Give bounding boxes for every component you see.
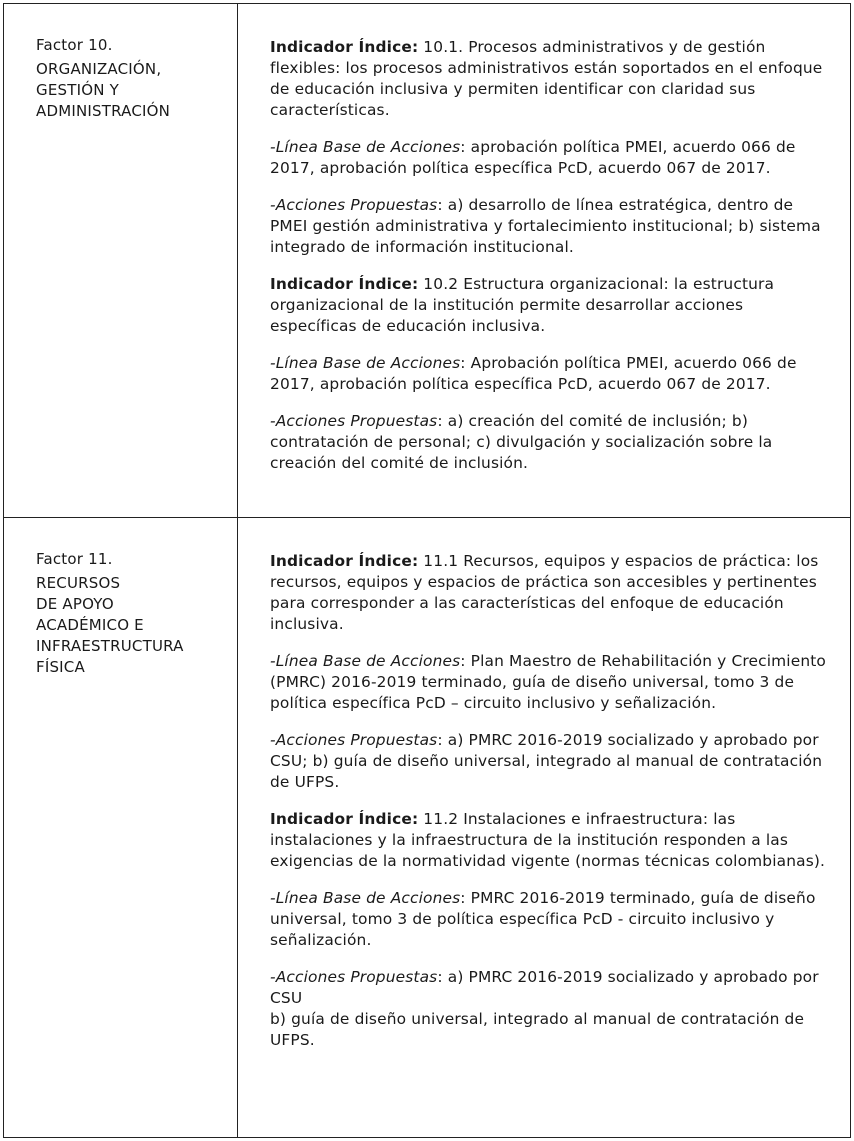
baseline-paragraph [270, 353, 830, 395]
proposed-actions-label: -Acciones Propuestas [270, 196, 438, 214]
proposed-actions-label: -Acciones Propuestas [270, 731, 438, 749]
column-divider [237, 518, 238, 1138]
baseline-label: -Línea Base de Acciones [270, 652, 461, 670]
indicators-cell [270, 37, 830, 490]
table-row-factor-11 [4, 518, 850, 1138]
proposed-actions-label: -Acciones Propuestas [270, 968, 438, 986]
proposed-actions-paragraph [270, 967, 830, 1051]
factor-cell [36, 549, 226, 678]
proposed-actions-label: -Acciones Propuestas [270, 412, 438, 430]
baseline-text: : Plan Maestro de Rehabilitación y Crecimiento (PMRC) 2016-2019 terminado, guía de diseño universal, tomo 3 de política específica PcD – circuito inclusivo y señalización. [270, 652, 826, 712]
indicator-paragraph [270, 551, 830, 635]
factors-table [3, 3, 851, 1138]
baseline-label: -Línea Base de Acciones [270, 889, 461, 907]
baseline-text: : aprobación política PMEI, acuerdo 066 de 2017, aprobación política específica PcD, acuerdo 067 de 2017. [270, 138, 796, 177]
indicator-text: 10.1. Procesos administrativos y de gestión flexibles: los procesos administrativos están soportados en el enfoque de educación inclusiva y permiten identificar con claridad sus características. [270, 38, 823, 119]
baseline-paragraph [270, 137, 830, 179]
proposed-actions-text: : a) creación del comité de inclusión; b) contratación de personal; c) divulgación y socialización sobre la creación del comité de inclusión. [270, 412, 773, 472]
indicator-text: 11.2 Instalaciones e infraestructura: las instalaciones y la infraestructura de la institución responden a las exigencias de la normatividad vigente (normas técnicas colombianas). [270, 810, 826, 870]
proposed-actions-text: : a) PMRC 2016-2019 socializado y aprobado por CSU b) guía de diseño universal, integrado al manual de contratación de UFPS. [270, 968, 819, 1049]
proposed-actions-paragraph [270, 195, 830, 258]
baseline-label: -Línea Base de Acciones [270, 138, 461, 156]
proposed-actions-paragraph [270, 411, 830, 474]
factor-cell [36, 35, 226, 122]
indicator-label: Indicador Índice: [270, 810, 419, 828]
indicator-paragraph [270, 809, 830, 872]
factor-number: Factor 10. [36, 36, 113, 54]
baseline-paragraph [270, 651, 830, 714]
column-divider [237, 4, 238, 517]
factor-number: Factor 11. [36, 550, 113, 568]
indicator-text: 10.2 Estructura organizacional: la estructura organizacional de la institución permite desarrollar acciones específicas de educación inclusiva. [270, 275, 775, 335]
indicator-label: Indicador Índice: [270, 38, 419, 56]
proposed-actions-text: : a) desarrollo de línea estratégica, dentro de PMEI gestión administrativa y fortalecimiento institucional; b) sistema integrado de información institucional. [270, 196, 821, 256]
table-row-factor-10 [4, 4, 850, 518]
baseline-label: -Línea Base de Acciones [270, 354, 461, 372]
indicators-cell [270, 551, 830, 1067]
factor-name: ORGANIZACIÓN, GESTIÓN Y ADMINISTRACIÓN [36, 60, 171, 120]
proposed-actions-paragraph [270, 730, 830, 793]
indicator-text: 11.1 Recursos, equipos y espacios de práctica: los recursos, equipos y espacios de práctica son accesibles y pertinentes para corresponder a las características del enfoque de educación inclusiva. [270, 552, 819, 633]
factor-name: RECURSOS DE APOYO ACADÉMICO E INFRAESTRUCTURA FÍSICA [36, 574, 184, 676]
baseline-text: : PMRC 2016-2019 terminado, guía de diseño universal, tomo 3 de política específica PcD - circuito inclusivo y señalización. [270, 889, 816, 949]
proposed-actions-text: : a) PMRC 2016-2019 socializado y aprobado por CSU; b) guía de diseño universal, integrado al manual de contratación de UFPS. [270, 731, 823, 791]
baseline-paragraph [270, 888, 830, 951]
indicator-paragraph [270, 37, 830, 121]
baseline-text: : Aprobación política PMEI, acuerdo 066 de 2017, aprobación política específica PcD, acuerdo 067 de 2017. [270, 354, 797, 393]
indicator-label: Indicador Índice: [270, 552, 419, 570]
indicator-label: Indicador Índice: [270, 275, 419, 293]
indicator-paragraph [270, 274, 830, 337]
